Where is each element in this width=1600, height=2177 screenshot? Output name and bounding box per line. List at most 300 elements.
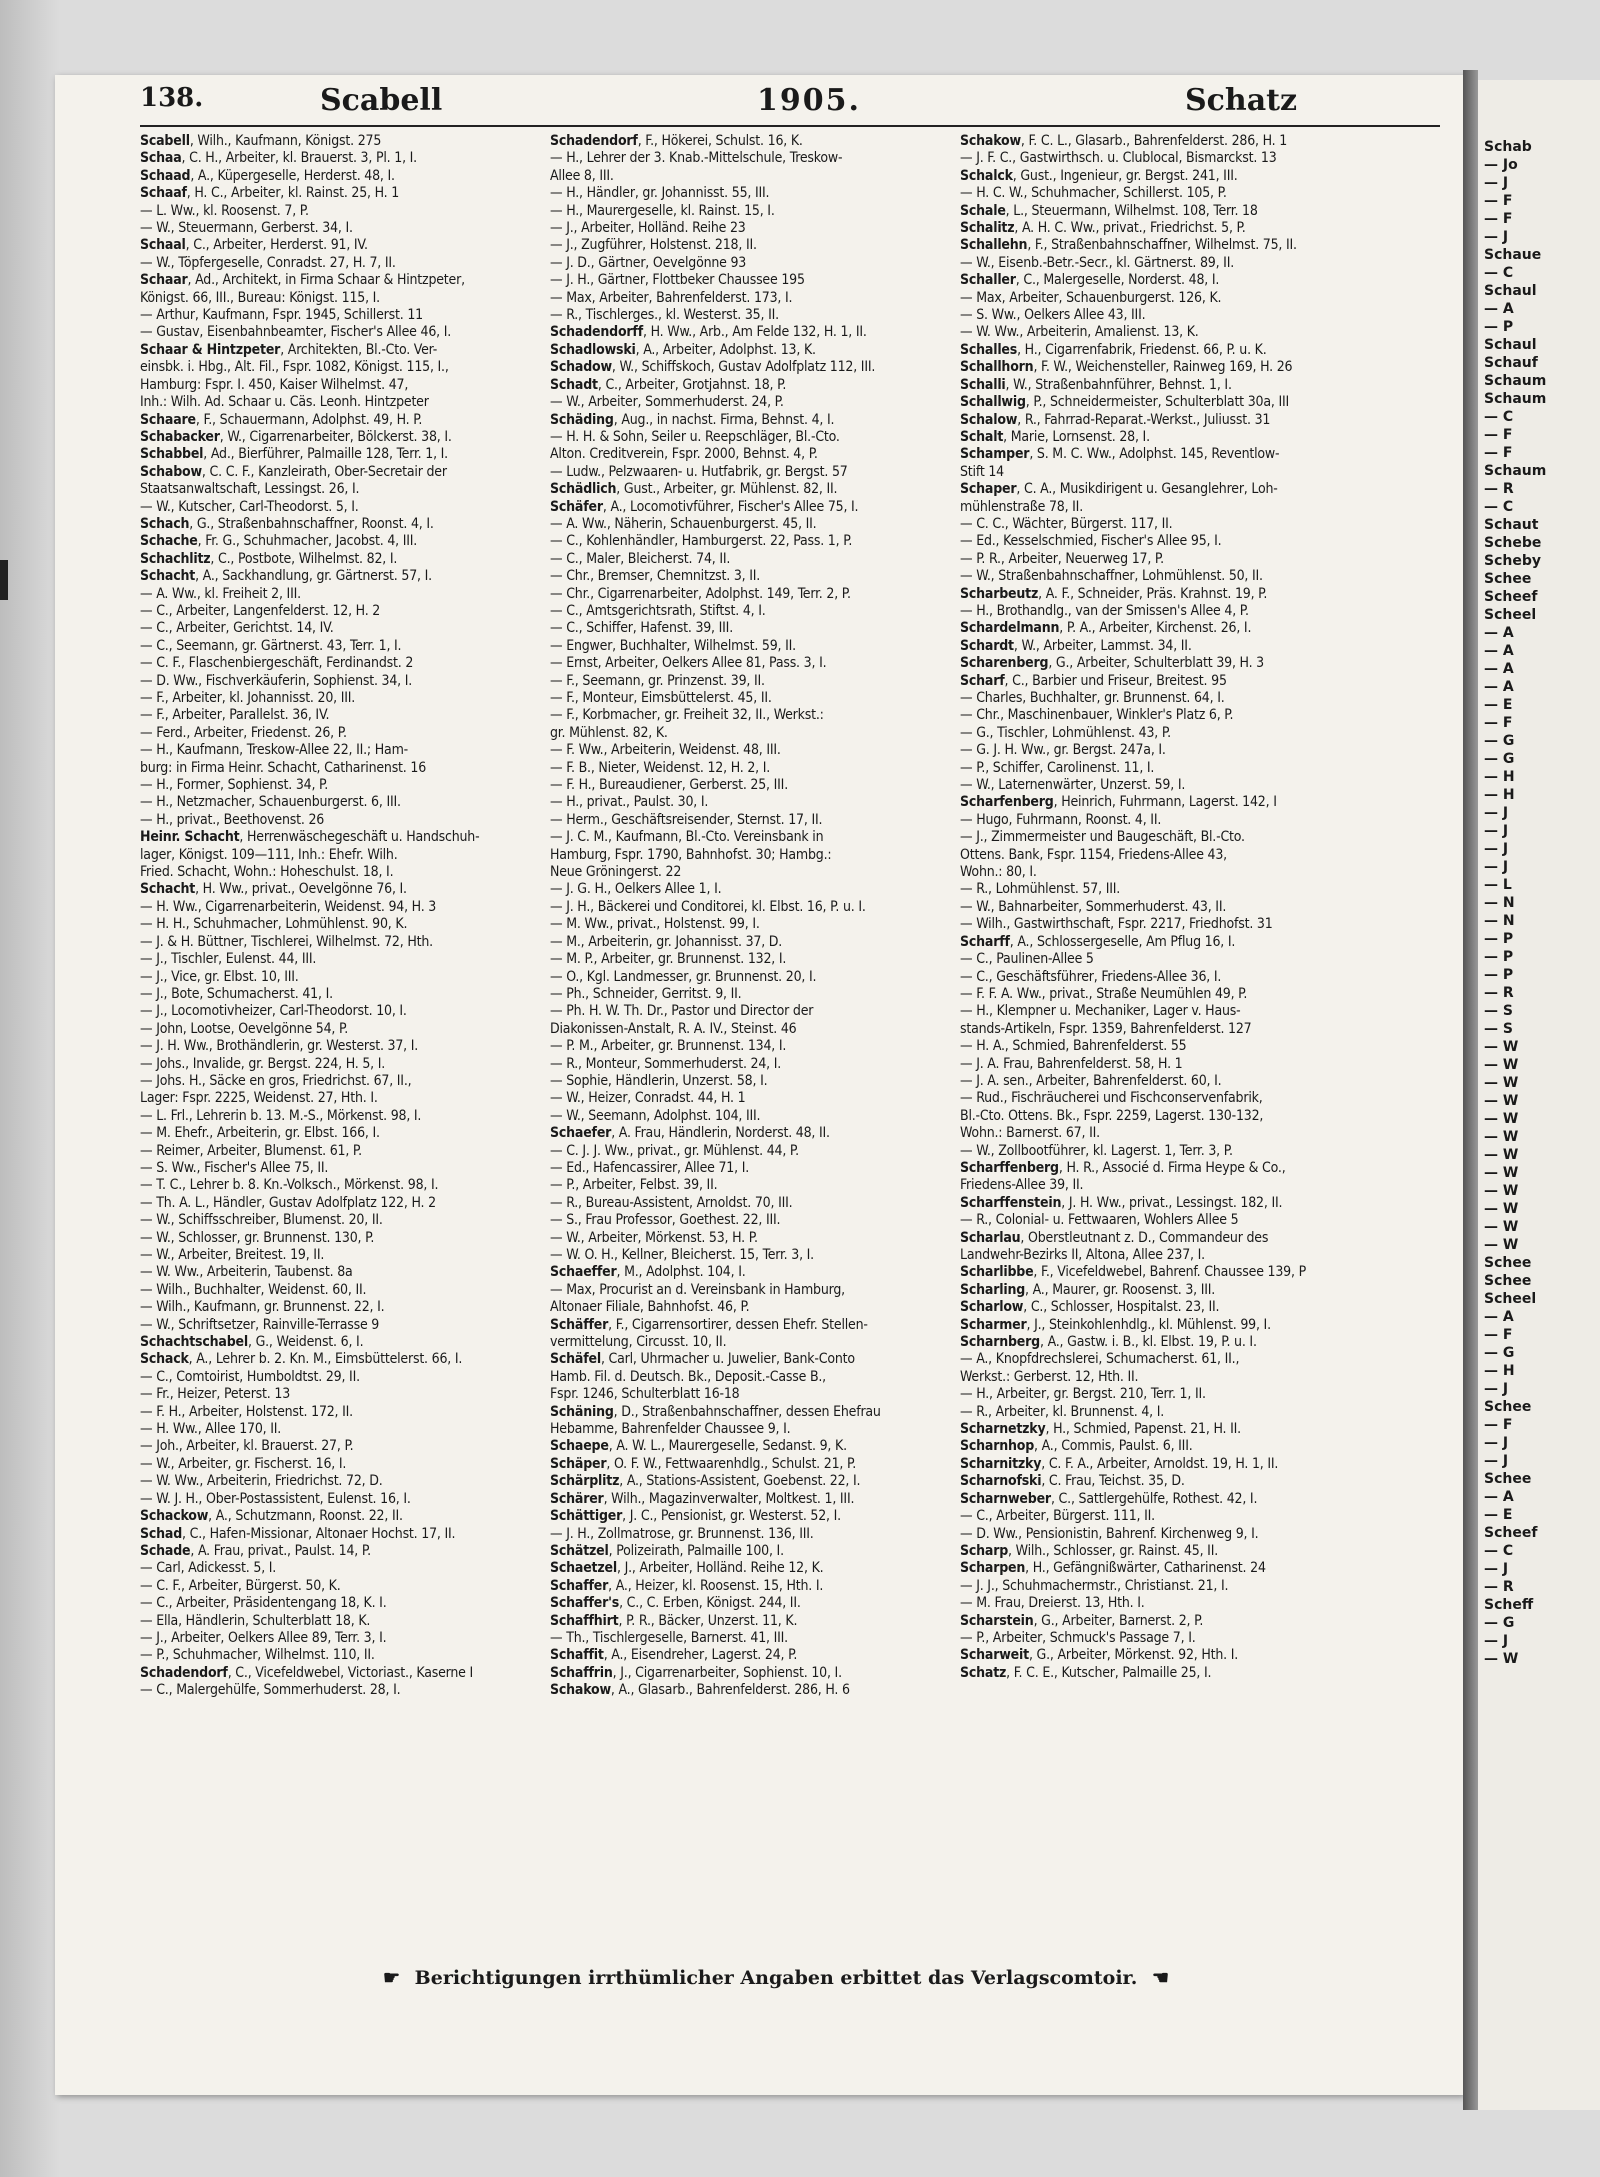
adjacent-fragment: — Jo — [1484, 157, 1518, 173]
directory-entry: — J. & H. Büttner, Tischlerei, Wilhelmst. 72, Hth. — [140, 933, 433, 950]
entry-surname: Schadendorf — [140, 1664, 228, 1681]
directory-entry: Schabacker, W., Cigarrenarbeiter, Bölckerst. 38, I. — [140, 428, 452, 445]
entry-surname: Schallehn — [960, 237, 1028, 254]
adjacent-fragment: Schab — [1484, 139, 1532, 155]
directory-entry: — W., Heizer, Conradst. 44, H. 1 — [550, 1090, 746, 1107]
directory-entry: Scharlow, C., Schlosser, Hospitalst. 23, II. — [960, 1299, 1220, 1316]
adjacent-fragment: — P — [1484, 967, 1514, 983]
adjacent-fragment: — C — [1484, 409, 1514, 425]
directory-entry: — W. Ww., Arbeiterin, Taubenst. 8a — [140, 1264, 353, 1281]
directory-entry: Fspr. 1246, Schulterblatt 16-18 — [550, 1386, 740, 1403]
directory-entry: — J., Vice, gr. Elbst. 10, III. — [140, 968, 299, 985]
entry-surname: Schadlowski — [550, 341, 636, 358]
directory-entry: Schallhorn, F. W., Weichensteller, Rainweg 169, H. 26 — [960, 359, 1293, 376]
directory-entry: — J. A. sen., Arbeiter, Bahrenfelderst. 60, I. — [960, 1072, 1222, 1089]
directory-entry: — P., Arbeiter, Felbst. 39, II. — [550, 1177, 718, 1194]
adjacent-fragment: — P — [1484, 319, 1514, 335]
adjacent-fragment: — W — [1484, 1075, 1519, 1091]
directory-entry: Schaffit, A., Eisendreher, Lagerst. 24, P. — [550, 1647, 798, 1664]
entry-surname: Schackow — [140, 1508, 209, 1525]
entry-surname: Schabacker — [140, 428, 220, 445]
directory-entry: Schallwig, P., Schneidermeister, Schulterblatt 30a, III — [960, 394, 1289, 411]
directory-entry: — W., Arbeiter, Sommerhuderst. 24, P. — [550, 394, 784, 411]
directory-entry: — Ludw., Pelzwaaren- u. Hutfabrik, gr. Bergst. 57 — [550, 463, 848, 480]
directory-entry: Schadow, W., Schiffskoch, Gustav Adolfplatz 112, III. — [550, 359, 876, 376]
directory-entry: Neue Gröningerst. 22 — [550, 864, 682, 881]
entry-surname: Schaa — [140, 150, 182, 167]
directory-entry: — J. H. Ww., Brothändlerin, gr. Westerst. 37, I. — [140, 1038, 419, 1055]
adjacent-fragment: — W — [1484, 1057, 1519, 1073]
directory-entry: Scharnofski, C. Frau, Teichst. 35, D. — [960, 1473, 1185, 1490]
directory-entry: gr. Mühlenst. 82, K. — [550, 724, 668, 741]
directory-entry: Schätzel, Polizeirath, Palmaille 100, I. — [550, 1542, 784, 1559]
directory-entry: Schäfer, A., Locomotivführer, Fischer's Allee 75, I. — [550, 498, 859, 515]
directory-entry: — M. P., Arbeiter, gr. Brunnenst. 132, I. — [550, 951, 787, 968]
adjacent-fragment: — J — [1484, 1381, 1509, 1397]
directory-entry: — H., privat., Paulst. 30, I. — [550, 794, 709, 811]
directory-entry: — P., Schiffer, Carolinenst. 11, I. — [960, 759, 1155, 776]
adjacent-fragment: Schebe — [1484, 535, 1542, 551]
directory-entry: Schäper, O. F. W., Fettwaarenhdlg., Schulst. 21, P. — [550, 1455, 857, 1472]
directory-entry: — H., Arbeiter, gr. Bergst. 210, Terr. 1, II. — [960, 1386, 1206, 1403]
directory-entry: — Chr., Cigarrenarbeiter, Adolphst. 149, Terr. 2, P. — [550, 585, 851, 602]
entry-surname: Schaffrin — [550, 1664, 613, 1681]
directory-entry: — Wilh., Kaufmann, gr. Brunnenst. 22, I. — [140, 1299, 385, 1316]
directory-entry: Schabow, C. C. F., Kanzleirath, Ober-Secretair der — [140, 463, 447, 480]
directory-entry: — F., Korbmacher, gr. Freiheit 32, II., Werkst.: — [550, 707, 824, 724]
entry-surname: Scharnofski — [960, 1473, 1042, 1490]
directory-entry: — Engwer, Buchhalter, Wilhelmst. 59, II. — [550, 637, 796, 654]
left-running-head: Scabell — [320, 83, 443, 118]
directory-entry: — J., Locomotivheizer, Carl-Theodorst. 10, I. — [140, 1003, 407, 1020]
entry-surname: Schaffit — [550, 1647, 604, 1664]
directory-entry: — Max, Arbeiter, Bahrenfelderst. 173, I. — [550, 289, 793, 306]
entry-surname: Scharnitzky — [960, 1455, 1042, 1472]
entry-surname: Scharling — [960, 1281, 1026, 1298]
directory-entry: — Ferd., Arbeiter, Friedenst. 26, P. — [140, 724, 347, 741]
directory-entry: Schadendorf, F., Hökerei, Schulst. 16, K. — [550, 133, 803, 149]
directory-entry: einsbk. i. Hbg., Alt. Fil., Fspr. 1082, Königst. 115, I., — [140, 359, 449, 376]
directory-entry: — P. R., Arbeiter, Neuerweg 17, P. — [960, 550, 1164, 567]
entry-surname: Schaar — [140, 272, 188, 289]
directory-entry: — P., Schuhmacher, Wilhelmst. 110, II. — [140, 1647, 375, 1664]
entry-surname: Schadendorf — [550, 133, 638, 149]
directory-entry: Schale, L., Steuermann, Wilhelmst. 108, Terr. 18 — [960, 202, 1258, 219]
entry-surname: Scharffenberg — [960, 1159, 1059, 1176]
entry-surname: Schärplitz — [550, 1473, 620, 1490]
directory-entry: Scharling, A., Maurer, gr. Roosenst. 3, III. — [960, 1281, 1216, 1298]
directory-entry: — W. Ww., Arbeiterin, Friedrichst. 72, D. — [140, 1473, 383, 1490]
adjacent-fragment: — F — [1484, 445, 1513, 461]
entry-surname: Scharf — [960, 672, 1005, 689]
directory-entry: Friedens-Allee 39, II. — [960, 1177, 1084, 1194]
entry-surname: Schakow — [960, 133, 1021, 149]
entry-surname: Schaar & Hintzpeter — [140, 341, 281, 358]
directory-entry: — C. F., Flaschenbiergeschäft, Ferdinandst. 2 — [140, 655, 414, 672]
directory-entry: — W. Ww., Arbeiterin, Amalienst. 13, K. — [960, 324, 1199, 341]
adjacent-fragment: — H — [1484, 1363, 1515, 1379]
directory-entry: Schakow, A., Glasarb., Bahrenfelderst. 286, H. 6 — [550, 1682, 850, 1699]
directory-entry: — H. H. & Sohn, Seiler u. Reepschläger, Bl.-Cto. — [550, 428, 840, 445]
directory-entry: Schaefer, A. Frau, Händlerin, Norderst. 48, II. — [550, 1125, 830, 1142]
directory-entry: Schad, C., Hafen-Missionar, Altonaer Hochst. 17, II. — [140, 1525, 456, 1542]
directory-entry: — Chr., Bremser, Chemnitzst. 3, II. — [550, 568, 761, 585]
entry-surname: Schalles — [960, 341, 1018, 358]
adjacent-fragment: — J — [1484, 175, 1509, 191]
directory-entry: — J. A. Frau, Bahrenfelderst. 58, H. 1 — [960, 1055, 1183, 1072]
directory-entry: Scharlibbe, F., Vicefeldwebel, Bahrenf. Chaussee 139, P — [960, 1264, 1306, 1281]
directory-entry: Wohn.: Barnerst. 67, II. — [960, 1125, 1100, 1142]
entry-surname: Scharp — [960, 1542, 1009, 1559]
directory-entry: — L. Frl., Lehrerin b. 13. M.-S., Mörkenst. 98, I. — [140, 1107, 422, 1124]
directory-entry: Schachlitz, C., Postbote, Wilhelmst. 82, I. — [140, 550, 398, 567]
directory-entry: — Joh., Arbeiter, kl. Brauerst. 27, P. — [140, 1438, 354, 1455]
adjacent-fragment: — R — [1484, 985, 1514, 1001]
entry-surname: Schalt — [960, 428, 1004, 445]
directory-entry: Schaare, F., Schauermann, Adolphst. 49, H. P. — [140, 411, 423, 428]
directory-entry: Scharmer, J., Steinkohlenhdlg., kl. Mühlenst. 99, I. — [960, 1316, 1271, 1333]
entry-surname: Heinr. Schacht — [140, 829, 240, 846]
directory-entry: — W., Seemann, Adolphst. 104, III. — [550, 1107, 761, 1124]
entry-surname: Schaad — [140, 167, 191, 184]
adjacent-fragment: — A — [1484, 1309, 1514, 1325]
entry-surname: Schade — [140, 1542, 191, 1559]
directory-entry: Schadendorff, H. Ww., Arb., Am Felde 132, H. 1, II. — [550, 324, 867, 341]
directory-entry: — W., Steuermann, Gerberst. 34, I. — [140, 220, 353, 237]
directory-entry: — Ed., Kesselschmied, Fischer's Allee 95, I. — [960, 533, 1222, 550]
entry-surname: Schäfer — [550, 498, 603, 515]
directory-entry: — F., Seemann, gr. Prinzenst. 39, II. — [550, 672, 765, 689]
directory-entry: — W., Arbeiter, Mörkenst. 53, H. P. — [550, 1229, 758, 1246]
entry-surname: Scharpen — [960, 1560, 1026, 1577]
directory-entry: Schättiger, J. C., Pensionist, gr. Westerst. 52, I. — [550, 1508, 841, 1525]
adjacent-fragment: Scheef — [1484, 589, 1538, 605]
adjacent-fragment: — C — [1484, 265, 1514, 281]
entry-surname: Schaal — [140, 237, 186, 254]
directory-entry: — F., Monteur, Eimsbüttelerst. 45, II. — [550, 690, 772, 706]
adjacent-fragment: — W — [1484, 1651, 1519, 1667]
directory-entry: — Ernst, Arbeiter, Oelkers Allee 81, Pass. 3, I. — [550, 655, 827, 672]
directory-entry: Landwehr-Bezirks II, Altona, Allee 237, I. — [960, 1247, 1205, 1263]
entry-surname: Scharstein — [960, 1612, 1034, 1629]
directory-entry: — W., Laternenwärter, Unzerst. 59, I. — [960, 777, 1186, 794]
directory-entry: Scharnetzky, H., Schmied, Papenst. 21, H. II. — [960, 1421, 1241, 1438]
directory-entry: Schacht, A., Sackhandlung, gr. Gärtnerst. 57, I. — [140, 568, 432, 585]
directory-entry: Allee 8, III. — [550, 167, 614, 184]
directory-entry: — H. Ww., Cigarrenarbeiterin, Weidenst. 94, H. 3 — [140, 898, 437, 915]
directory-entry: — W., Straßenbahnschaffner, Lohmühlenst. 50, II. — [960, 568, 1263, 585]
entry-surname: Schaper — [960, 481, 1017, 498]
adjacent-fragment: — W — [1484, 1039, 1519, 1055]
directory-entry: — Johs., Invalide, gr. Bergst. 224, H. 5, I. — [140, 1055, 386, 1072]
adjacent-fragment: — E — [1484, 1507, 1513, 1523]
adjacent-fragment: — A — [1484, 301, 1514, 317]
directory-entry: Scabell, Wilh., Kaufmann, Königst. 275 — [140, 133, 382, 149]
entry-surname: Scharfenberg — [960, 794, 1054, 811]
entry-surname: Schale — [960, 202, 1006, 219]
adjacent-page-edge — [1478, 80, 1600, 2110]
directory-entry: Scharp, Wilh., Schlosser, gr. Rainst. 45, II. — [960, 1542, 1219, 1559]
directory-entry: — H. C. W., Schuhmacher, Schillerst. 105, P. — [960, 185, 1227, 202]
adjacent-fragment: — C — [1484, 1543, 1514, 1559]
entry-surname: Schärer — [550, 1490, 604, 1507]
directory-entry: Schaffer, A., Heizer, kl. Roosenst. 15, Hth. I. — [550, 1577, 824, 1594]
adjacent-fragment: — W — [1484, 1183, 1519, 1199]
page-gutter — [1463, 70, 1478, 2110]
directory-entry: — W., Schiffsschreiber, Blumenst. 20, II. — [140, 1212, 383, 1229]
adjacent-fragment: — F — [1484, 193, 1513, 209]
directory-entry: — J. D., Gärtner, Oevelgönne 93 — [550, 254, 747, 271]
entry-surname: Scharnhop — [960, 1438, 1035, 1455]
directory-entry: Scharffenstein, J. H. Ww., privat., Lessingst. 182, II. — [960, 1194, 1283, 1211]
directory-entry: — M. Ww., privat., Holstenst. 99, I. — [550, 916, 760, 933]
adjacent-fragment: Schee — [1484, 1255, 1532, 1271]
pointing-hand-icon: ☚ — [1152, 1967, 1170, 1989]
directory-entry: Scharff, A., Schlossergeselle, Am Pflug 16, I. — [960, 933, 1236, 950]
directory-entry: Schaal, C., Arbeiter, Herderst. 91, IV. — [140, 237, 368, 254]
directory-entry: Schacht, H. Ww., privat., Oevelgönne 76, I. — [140, 881, 407, 898]
adjacent-fragment: — J — [1484, 1561, 1509, 1577]
directory-entry: — H., Klempner u. Mechaniker, Lager v. Haus- — [960, 1003, 1241, 1020]
directory-entry: — S. Ww., Oelkers Allee 43, III. — [960, 307, 1146, 324]
directory-entry: — H., Händler, gr. Johannisst. 55, III. — [550, 185, 770, 202]
year-heading: 1905. — [757, 83, 861, 118]
directory-entry: Scharnweber, C., Sattlergehülfe, Rothest. 42, I. — [960, 1490, 1258, 1507]
entry-surname: Scharnweber — [960, 1490, 1051, 1507]
directory-entry: — J., Arbeiter, Oelkers Allee 89, Terr. 3, I. — [140, 1629, 387, 1646]
directory-entry: — H., Netzmacher, Schauenburgerst. 6, III. — [140, 794, 401, 811]
entry-surname: Scharmer — [960, 1316, 1027, 1333]
directory-entry: Schachtschabel, G., Weidenst. 6, I. — [140, 1334, 364, 1351]
directory-entry: — J., Bote, Schumacherst. 41, I. — [140, 985, 333, 1002]
directory-entry: — A. Ww., kl. Freiheit 2, III. — [140, 585, 301, 602]
adjacent-fragment: — J — [1484, 1453, 1509, 1469]
directory-entry: — S., Frau Professor, Goethest. 22, III. — [550, 1212, 781, 1229]
directory-entry: — H., Brothandlg., van der Smissen's Allee 4, P. — [960, 602, 1249, 619]
directory-entry: — Ella, Händlerin, Schulterblatt 18, K. — [140, 1612, 371, 1629]
directory-entry: — Herm., Geschäftsreisender, Sternst. 17, II. — [550, 811, 823, 828]
directory-entry: burg: in Firma Heinr. Schacht, Catharinenst. 16 — [140, 759, 427, 776]
adjacent-fragment: Schee — [1484, 1471, 1532, 1487]
directory-entry: Altonaer Filiale, Bahnhofst. 46, P. — [550, 1299, 750, 1316]
adjacent-fragment: Schee — [1484, 571, 1532, 587]
directory-entry: — Sophie, Händlerin, Unzerst. 58, I. — [550, 1072, 768, 1089]
directory-entry: Schädlich, Gust., Arbeiter, gr. Mühlenst. 82, II. — [550, 481, 838, 498]
entry-surname: Schalck — [960, 167, 1013, 184]
directory-entry: Schaller, C., Malergeselle, Norderst. 48, I. — [960, 272, 1220, 289]
directory-entry: — Ed., Hafencassirer, Allee 71, I. — [550, 1159, 750, 1176]
adjacent-fragment: Schaul — [1484, 337, 1537, 353]
directory-entry: — J., Zimmermeister und Baugeschäft, Bl.-Cto. — [960, 829, 1245, 846]
directory-entry: Schadendorf, C., Vicefeldwebel, Victoriast., Kaserne I — [140, 1664, 474, 1681]
directory-entry: Scharenberg, G., Arbeiter, Schulterblatt 39, H. 3 — [960, 655, 1264, 672]
entry-surname: Schadendorff — [550, 324, 643, 341]
directory-entry: — J. H., Gärtner, Flottbeker Chaussee 195 — [550, 272, 805, 289]
entry-surname: Schättiger — [550, 1508, 623, 1525]
binding-mark — [0, 560, 8, 600]
entry-surname: Scharnberg — [960, 1334, 1040, 1351]
directory-entry: — Th., Tischlergeselle, Barnerst. 41, III. — [550, 1629, 788, 1646]
adjacent-fragment: Schauf — [1484, 355, 1538, 371]
adjacent-fragment: Scheff — [1484, 1597, 1534, 1613]
adjacent-fragment: — W — [1484, 1219, 1519, 1235]
directory-entry: Ottens. Bank, Fspr. 1154, Friedens-Allee 43, — [960, 846, 1227, 863]
adjacent-fragment: Scheel — [1484, 607, 1537, 623]
directory-entry: — R., Bureau-Assistent, Arnoldst. 70, III. — [550, 1194, 793, 1211]
directory-entry: — Wilh., Gastwirthschaft, Fspr. 2217, Friedhofst. 31 — [960, 916, 1273, 933]
entry-surname: Schadow — [550, 359, 612, 376]
directory-entry: Schäning, D., Straßenbahnschaffner, dessen Ehefrau — [550, 1403, 881, 1420]
entry-surname: Schätzel — [550, 1542, 609, 1559]
directory-entry: Schakow, F. C. L., Glasarb., Bahrenfelderst. 286, H. 1 — [960, 133, 1288, 149]
directory-entry: — W., Bahnarbeiter, Sommerhuderst. 43, II. — [960, 898, 1227, 915]
directory-entry: Schardt, W., Arbeiter, Lammst. 34, II. — [960, 637, 1192, 654]
entry-surname: Schabow — [140, 463, 202, 480]
directory-entry: Schatz, F. C. E., Kutscher, Palmaille 25, I. — [960, 1664, 1212, 1681]
entry-surname: Schadt — [550, 376, 598, 393]
directory-entry: Königst. 66, III., Bureau: Königst. 115, I. — [140, 289, 380, 306]
right-running-head: Schatz — [1185, 83, 1298, 118]
adjacent-fragment: — J — [1484, 823, 1509, 839]
adjacent-fragment: Scheel — [1484, 1291, 1537, 1307]
adjacent-fragment: — J — [1484, 229, 1509, 245]
directory-entry: — J. J., Schuhmachermstr., Christianst. 21, I. — [960, 1577, 1229, 1594]
directory-entry: Schaar & Hintzpeter, Architekten, Bl.-Cto. Ver- — [140, 341, 438, 358]
directory-entry: — R., Colonial- u. Fettwaaren, Wohlers Allee 5 — [960, 1212, 1239, 1229]
adjacent-fragment: Schaue — [1484, 247, 1542, 263]
directory-entry: — T. C., Lehrer b. 8. Kn.-Volksch., Mörkenst. 98, I. — [140, 1177, 439, 1194]
directory-entry: — Arthur, Kaufmann, Fspr. 1945, Schillerst. 11 — [140, 307, 423, 324]
directory-entry: — J. G. H., Oelkers Allee 1, I. — [550, 881, 722, 898]
directory-entry: Schaeffer, M., Adolphst. 104, I. — [550, 1264, 746, 1281]
directory-entry: — J., Tischler, Eulenst. 44, III. — [140, 951, 317, 968]
entry-surname: Schaeffer — [550, 1264, 617, 1281]
directory-entry: Heinr. Schacht, Herrenwäschegeschäft u. Handschuh- — [140, 829, 480, 846]
directory-entry: Schalles, H., Cigarrenfabrik, Friedenst. 66, P. u. K. — [960, 341, 1267, 358]
directory-entry: — Ph., Schneider, Gerritst. 9, II. — [550, 985, 742, 1002]
directory-entry: — C., Arbeiter, Präsidentengang 18, K. I. — [140, 1595, 387, 1612]
directory-entry: — J. C. M., Kaufmann, Bl.-Cto. Vereinsbank in — [550, 829, 824, 846]
directory-entry: — Chr., Maschinenbauer, Winkler's Platz 6, P. — [960, 707, 1234, 724]
directory-entry: — Reimer, Arbeiter, Blumenst. 61, P. — [140, 1142, 362, 1159]
entry-surname: Schäper — [550, 1455, 607, 1472]
entry-surname: Schaare — [140, 411, 196, 428]
adjacent-fragment: — H — [1484, 769, 1515, 785]
entry-surname: Schaffer's — [550, 1595, 620, 1612]
directory-entry: — C., Arbeiter, Langenfelderst. 12, H. 2 — [140, 602, 381, 619]
directory-entry: — M. Frau, Dreierst. 13, Hth. I. — [960, 1595, 1145, 1612]
adjacent-fragment: — W — [1484, 1201, 1519, 1217]
directory-entry: Schamper, S. M. C. Ww., Adolphst. 145, Reventlow- — [960, 446, 1280, 463]
directory-entry: Scharpen, H., Gefängnißwärter, Catharinenst. 24 — [960, 1560, 1266, 1577]
adjacent-fragment: — F — [1484, 715, 1513, 731]
directory-entry: — H., Kaufmann, Treskow-Allee 22, II.; Ham- — [140, 742, 408, 759]
directory-entry: — C., Geschäftsführer, Friedens-Allee 36, I. — [960, 968, 1222, 985]
directory-entry: Schaetzel, J., Arbeiter, Holländ. Reihe 12, K. — [550, 1560, 824, 1577]
directory-entry: — L. Ww., kl. Roosenst. 7, P. — [140, 202, 309, 219]
directory-page — [55, 75, 1463, 2095]
adjacent-fragment: — R — [1484, 481, 1514, 497]
directory-entry: — F. Ww., Arbeiterin, Weidenst. 48, III. — [550, 742, 781, 759]
directory-entry: Schärplitz, A., Stations-Assistent, Goebenst. 22, I. — [550, 1473, 861, 1490]
adjacent-fragment: Scheby — [1484, 553, 1541, 569]
entry-surname: Scharlibbe — [960, 1264, 1034, 1281]
directory-entry: — W., Schlosser, gr. Brunnenst. 130, P. — [140, 1229, 375, 1246]
directory-entry: — Carl, Adickesst. 5, I. — [140, 1560, 277, 1577]
entry-surname: Schalitz — [960, 220, 1015, 237]
adjacent-fragment: — R — [1484, 1579, 1514, 1595]
directory-entry: Scharnitzky, C. F. A., Arbeiter, Arnoldst. 19, H. 1, II. — [960, 1455, 1279, 1472]
directory-entry: — Max, Arbeiter, Schauenburgerst. 126, K. — [960, 289, 1222, 306]
column-3 — [960, 133, 1400, 1682]
directory-entry: Schaar, Ad., Architekt, in Firma Schaar & Hintzpeter, — [140, 272, 465, 289]
adjacent-page-fragments — [1478, 138, 1546, 1668]
directory-entry: — W. J. H., Ober-Postassistent, Eulenst. 16, I. — [140, 1490, 411, 1507]
directory-entry: — Wilh., Buchhalter, Weidenst. 60, II. — [140, 1281, 367, 1298]
adjacent-fragment: — P — [1484, 931, 1514, 947]
entry-surname: Scharnetzky — [960, 1421, 1046, 1438]
directory-entry: — C., Malergehülfe, Sommerhuderst. 28, I. — [140, 1682, 401, 1699]
directory-entry: — C., Comtoirist, Humboldtst. 29, II. — [140, 1368, 360, 1385]
entry-surname: Schatz — [960, 1664, 1007, 1681]
directory-entry: — D. Ww., Fischverkäuferin, Sophienst. 34, I. — [140, 672, 413, 689]
directory-entry: — J., Zugführer, Holstenst. 218, II. — [550, 237, 757, 254]
directory-entry: — W. O. H., Kellner, Bleicherst. 15, Terr. 3, I. — [550, 1247, 814, 1263]
directory-entry: — J. H., Zollmatrose, gr. Brunnenst. 136, III. — [550, 1525, 814, 1542]
adjacent-fragment: — H — [1484, 787, 1515, 803]
scan-background — [0, 0, 60, 2177]
entry-surname: Schaffer — [550, 1577, 609, 1594]
adjacent-fragment: — J — [1484, 841, 1509, 857]
directory-entry: Schalli, W., Straßenbahnführer, Behnst. 1, I. — [960, 376, 1232, 393]
header-rule — [140, 125, 1440, 127]
directory-entry: Schaepe, A. W. L., Maurergeselle, Sedanst. 9, K. — [550, 1438, 847, 1455]
directory-entry: — H. A., Schmied, Bahrenfelderst. 55 — [960, 1038, 1187, 1055]
directory-entry: Hamb. Fil. d. Deutsch. Bk., Deposit.-Casse B., — [550, 1368, 826, 1385]
adjacent-fragment: — J — [1484, 859, 1509, 875]
directory-entry: — W., Eisenb.-Betr.-Secr., kl. Gärtnerst. 89, II. — [960, 254, 1235, 271]
directory-entry: — S. Ww., Fischer's Allee 75, II. — [140, 1159, 329, 1176]
entry-surname: Schaller — [960, 272, 1016, 289]
directory-entry: Schardelmann, P. A., Arbeiter, Kirchenst. 26, I. — [960, 620, 1252, 637]
directory-entry: — O., Kgl. Landmesser, gr. Brunnenst. 20, I. — [550, 968, 817, 985]
entry-surname: Scharweit — [960, 1647, 1029, 1664]
directory-entry: — C., Schiffer, Hafenst. 39, III. — [550, 620, 733, 637]
entry-surname: Schäding — [550, 411, 614, 428]
adjacent-fragment: — W — [1484, 1237, 1519, 1253]
adjacent-fragment: — J — [1484, 805, 1509, 821]
directory-entry: — C., Amtsgerichtsrath, Stiftst. 4, I. — [550, 602, 766, 619]
directory-entry: — Gustav, Eisenbahnbeamter, Fischer's Allee 46, I. — [140, 324, 452, 341]
directory-entry: — H. H., Schuhmacher, Lohmühlenst. 90, K. — [140, 916, 408, 933]
directory-entry: — F. B., Nieter, Weidenst. 12, H. 2, I. — [550, 759, 771, 776]
directory-entry: Schache, Fr. G., Schuhmacher, Jacobst. 4, III. — [140, 533, 418, 550]
entry-surname: Schallhorn — [960, 359, 1034, 376]
adjacent-fragment: — W — [1484, 1129, 1519, 1145]
adjacent-fragment: — F — [1484, 211, 1513, 227]
directory-entry: Scharnberg, A., Gastw. i. B., kl. Elbst. 19, P. u. I. — [960, 1334, 1257, 1351]
page-number: 138. — [140, 83, 204, 113]
entry-surname: Schäfel — [550, 1351, 601, 1368]
directory-entry: Hamburg, Fspr. 1790, Bahnhofst. 30; Hambg.: — [550, 846, 832, 863]
adjacent-fragment: — W — [1484, 1093, 1519, 1109]
directory-entry: Schalt, Marie, Lornsenst. 28, I. — [960, 428, 1150, 445]
directory-entry: — C., Seemann, gr. Gärtnerst. 43, Terr. 1, I. — [140, 637, 402, 654]
directory-entry: — R., Arbeiter, kl. Brunnenst. 4, I. — [960, 1403, 1165, 1420]
directory-entry: Scharffenberg, H. R., Associé d. Firma Heype & Co., — [960, 1159, 1286, 1176]
adjacent-fragment: — A — [1484, 643, 1514, 659]
adjacent-fragment: — G — [1484, 733, 1515, 749]
